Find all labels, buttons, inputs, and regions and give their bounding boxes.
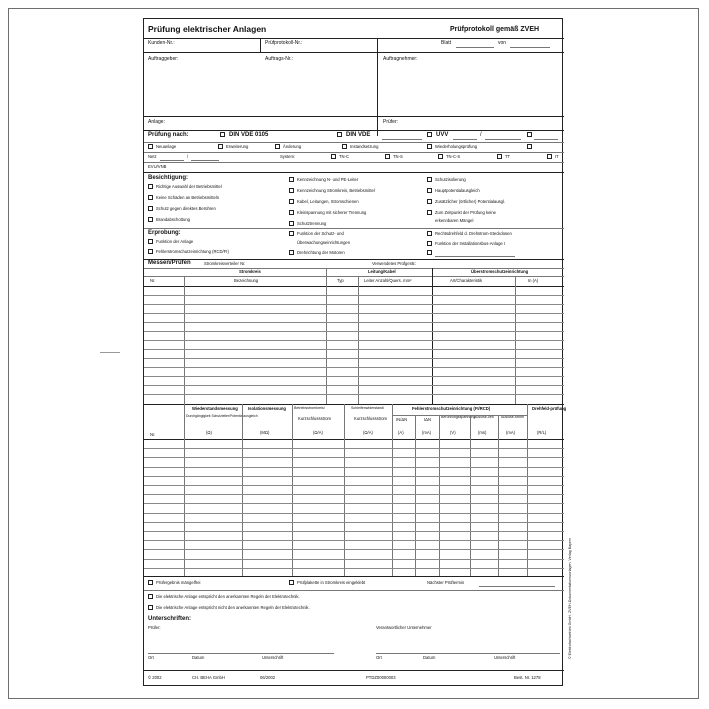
- checkbox-tt[interactable]: [497, 154, 502, 159]
- kurz2-head: Kurzschlussstrom: [354, 416, 388, 421]
- it-label: IT: [555, 154, 559, 159]
- checkbox-bes-2-1[interactable]: [289, 177, 294, 182]
- in-head: In (A): [528, 278, 539, 283]
- table-row-line: [144, 457, 564, 458]
- checkbox-instandsetzung[interactable]: [342, 144, 347, 149]
- nr2-head: Nr.: [150, 432, 156, 437]
- pruefprotokoll-nr-label: Prüfprotokoll-Nr.:: [265, 40, 303, 46]
- table-row-line: [144, 349, 564, 350]
- checkbox-erp-3-2[interactable]: [427, 241, 432, 246]
- table-row-line: [144, 540, 564, 541]
- table-row-line: [144, 295, 564, 296]
- ueberstrom-head: Überstromschutzeinrichtung: [471, 269, 529, 274]
- margin-mark: [100, 352, 120, 353]
- iso-head: Isolationsmessung: [248, 406, 286, 411]
- checkbox-din-vde[interactable]: [337, 132, 342, 137]
- erp-item: Fehlerstromschutzeinrichtung (RCD/FI): [156, 249, 229, 254]
- checkbox-bes-1-1[interactable]: [148, 184, 153, 189]
- checkbox-bes-1-3[interactable]: [148, 206, 153, 211]
- ausloese-zeit-head: Auslöse-zeit: [474, 415, 494, 419]
- bes-item: Keine Schäden an Betriebsmitteln: [156, 195, 220, 200]
- beruehr-head: Berührungsspannung: [441, 415, 476, 419]
- bes-item: Hauptpotentialausgleich: [435, 188, 480, 193]
- table-row-line: [144, 313, 564, 314]
- aenderung-label: Änderung: [283, 144, 302, 149]
- datum-label-2: Datum: [423, 655, 436, 660]
- pruefer-label: Prüfer:: [383, 119, 399, 125]
- betrieb-head: Betriebsstromkreis/: [294, 406, 325, 410]
- table-row-line: [144, 559, 564, 560]
- checkbox-bes-3-2[interactable]: [427, 188, 432, 193]
- checkbox-maengelfrei[interactable]: [148, 580, 153, 585]
- table-row-line: [144, 467, 564, 468]
- evu-label: EVU/VNB: [148, 164, 167, 169]
- checkbox-art-other[interactable]: [527, 144, 532, 149]
- erp-item: Funktion der Installationsbus-Anlage I: [435, 241, 506, 246]
- ia-head: IΔN: [424, 417, 431, 422]
- checkbox-entspricht[interactable]: [148, 594, 153, 599]
- tn-s-label: TN-S: [393, 154, 403, 159]
- checkbox-wiederholung[interactable]: [427, 144, 432, 149]
- leiter-head: Leiter Anzahl/Quers. mm²: [364, 278, 412, 283]
- checkbox-erweiterung[interactable]: [218, 144, 223, 149]
- erp-item: Funktion der Anlage: [156, 239, 194, 244]
- checkbox-entspricht-nicht[interactable]: [148, 605, 153, 610]
- slash-label: /: [480, 132, 482, 138]
- checkbox-bes-3-4[interactable]: [427, 210, 432, 215]
- table-row-line: [144, 476, 564, 477]
- checkbox-bes-2-5[interactable]: [289, 221, 294, 226]
- table-row-line: [144, 394, 564, 395]
- table-row-line: [144, 376, 564, 377]
- checkbox-erp-1-2[interactable]: [148, 249, 153, 254]
- unit-a: (A): [398, 430, 404, 435]
- footer-date: 06/2002: [260, 675, 276, 680]
- schleife-head: Schleifenwiderstand/: [351, 406, 385, 410]
- in-dn-head: IN/ΔN: [396, 417, 408, 422]
- bes-item: Kennzeichnung N- und PE-Leiter: [297, 177, 359, 182]
- table-row-line: [144, 322, 564, 323]
- table-row-line: [144, 503, 564, 504]
- durchgang-head: Durchgängigkeit Schutzleiter/Potentialausgleich: [186, 414, 258, 418]
- side-note: © Elektrofachbetrieb GmbH, ZVEH-Dokumentationsvorlagen, Verlag Bayern: [568, 537, 572, 659]
- checkbox-uvv[interactable]: [427, 132, 432, 137]
- checkbox-erp-3-1[interactable]: [427, 231, 432, 236]
- uvv-label: UVV: [436, 132, 449, 138]
- art-head: Art/Charakteristik: [450, 278, 483, 283]
- bes-item: erkennbaren Mängel: [435, 218, 474, 223]
- unit-ohm-a1: (Ω/A): [313, 430, 323, 435]
- form-title: Prüfung elektrischer Anlagen: [148, 24, 267, 34]
- bes-item: Schutzisolierung: [435, 177, 466, 182]
- erp-item: Rechtsdrehfeld d. Drehstrom-Steckdosen: [435, 231, 512, 236]
- netz-slash: /: [187, 154, 189, 159]
- checkbox-neuanlage[interactable]: [148, 144, 153, 149]
- table-row-line: [144, 531, 564, 532]
- entspricht-label: Die elektrische Anlage entspricht den anerkannten Regeln der Elektrotechnik.: [156, 594, 300, 599]
- bes-item: Brandabschottung: [156, 217, 190, 222]
- unit-ma: (mA): [422, 430, 432, 435]
- checkbox-tn-c-s[interactable]: [438, 154, 443, 159]
- stromkreis-head: Stromkreis: [239, 269, 261, 274]
- checkbox-bes-3-3[interactable]: [427, 199, 432, 204]
- bes-item: Kennzeichnung Stromkreis, Betriebsmittel: [297, 188, 375, 193]
- checkbox-erp-2-1[interactable]: [289, 231, 294, 236]
- tt-label: TT: [505, 154, 511, 159]
- bes-item: Zusätzlicher (örtlicher) Potentialausgl.: [435, 199, 506, 204]
- unit-ohm-a2: (Ω/A): [363, 430, 373, 435]
- footer-copyright: © 2002: [148, 675, 162, 680]
- bezeichnung-head: Bezeichnung: [234, 278, 259, 283]
- auftragnehmer-label: Auftragnehmer:: [383, 56, 418, 62]
- protocol-sheet: [143, 18, 572, 686]
- unit-ma2: (mA): [506, 430, 516, 435]
- unit-rl: (R/L): [537, 430, 547, 435]
- pruefgeraet-label: Verwendetes Prüfgerät:: [372, 261, 416, 266]
- unternehmer-label: Verantwortlicher Unternehmer: [376, 625, 432, 630]
- checkbox-tn-s[interactable]: [385, 154, 390, 159]
- wiederholung-label: Wiederholungsprüfung: [435, 144, 478, 149]
- system-label: System:: [280, 154, 296, 159]
- messen-label: Messen/Prüfen: [148, 260, 191, 266]
- ort-label-2: Ort: [376, 655, 382, 660]
- bes-item: Richtige Auswahl der Betriebsmittel: [156, 184, 222, 189]
- typ-head: Typ: [337, 278, 344, 283]
- unterschriften-label: Unterschriften:: [148, 616, 192, 622]
- checkbox-bes-2-2[interactable]: [289, 188, 294, 193]
- nr-head: Nr.: [150, 278, 156, 283]
- neuanlage-label: Neuanlage: [156, 144, 177, 149]
- bes-item: Schutz gegen direktes Berühren: [156, 206, 216, 211]
- table-row-line: [144, 568, 564, 569]
- unit-ms: (ms): [478, 430, 487, 435]
- unterschrift-label-2: Unterschrift: [494, 655, 516, 660]
- table-row-line: [144, 385, 564, 386]
- bes-item: Kleinspannung mit sicherer Trennung: [297, 210, 367, 215]
- checkbox-bes-3-1[interactable]: [427, 177, 432, 182]
- checkbox-it[interactable]: [547, 154, 552, 159]
- plakette-label: Prüfplakette in Stromkreis eingeklebt: [297, 580, 366, 585]
- footer-order-number: Best. Nr. 1278: [514, 675, 541, 680]
- table-row-line: [144, 494, 564, 495]
- checkbox-tn-c[interactable]: [331, 154, 336, 159]
- checkbox-other[interactable]: [527, 132, 532, 137]
- auftrags-nr-label: Auftrags-Nr.:: [265, 56, 294, 62]
- erweiterung-label: Erweiterung: [226, 144, 249, 149]
- table-row-line: [144, 340, 564, 341]
- pruefer-sign-label: Prüfer:: [148, 625, 161, 630]
- tn-c-label: TN-C: [339, 154, 350, 159]
- table-row-line: [144, 331, 564, 332]
- table-row-line: [144, 448, 564, 449]
- fi-head: Fehlerstromschutzeinrichtung (FI/RCD): [412, 406, 491, 411]
- entspricht-nicht-label: Die elektrische Anlage entspricht nicht den anerkannten Regeln der Elektrotechnik.: [156, 605, 310, 610]
- table-row-line: [144, 304, 564, 305]
- kunden-nr-label: Kunden-Nr.:: [148, 40, 175, 46]
- footer-code: PTDZ00000003: [366, 675, 396, 680]
- datum-label-1: Datum: [192, 655, 205, 660]
- pruefung-nach-label: Prüfung nach:: [148, 132, 189, 138]
- table-row-line: [144, 485, 564, 486]
- table-row-line: [144, 549, 564, 550]
- checkbox-bes-1-2[interactable]: [148, 195, 153, 200]
- tn-c-s-label: TN-C-S: [446, 154, 461, 159]
- besichtigung-label: Besichtigung:: [148, 175, 188, 181]
- din-vde-0105-label: DIN VDE 0105: [229, 132, 269, 138]
- kurz1-head: Kurzschlussstrom: [298, 416, 332, 421]
- bes-item: Kabel, Leitungen, Stromschienen: [297, 199, 359, 204]
- footer-company: CH. BEHA GmbH: [192, 675, 225, 680]
- checkbox-bes-1-4[interactable]: [148, 217, 153, 222]
- leitung-head: Leitung/Kabel: [368, 269, 396, 274]
- form-subtitle: Prüfprotokoll gemäß ZVEH: [450, 26, 540, 33]
- unit-mohm: (MΩ): [260, 430, 270, 435]
- auftraggeber-label: Auftraggeber:: [148, 56, 179, 62]
- table-row-line: [144, 522, 564, 523]
- checkbox-aenderung[interactable]: [275, 144, 280, 149]
- instandsetzung-label: Instandsetzung: [350, 144, 379, 149]
- erprobung-label: Erprobung:: [148, 230, 181, 236]
- table-row-line: [144, 367, 564, 368]
- bes-item: Zum Zeitpunkt der Prüfung keine: [435, 210, 496, 215]
- maengelfrei-label: Prüfergebnis mängelfrei: [156, 580, 201, 585]
- unterschrift-label-1: Unterschrift: [262, 655, 284, 660]
- bes-item: Schutztrennung: [297, 221, 327, 226]
- ort-label-1: Ort: [148, 655, 154, 660]
- von-label: von: [498, 40, 507, 46]
- erp-item: Funktion der Schutz- und: [297, 231, 344, 236]
- checkbox-plakette[interactable]: [289, 580, 294, 585]
- unit-ohm: (Ω): [206, 430, 212, 435]
- table-row-line: [144, 513, 564, 514]
- din-vde-label: DIN VDE: [346, 132, 371, 138]
- wiederstand-head: Wiederstandsmessung: [192, 406, 238, 411]
- drehfeld-head: Drehfeld-prüfung: [532, 406, 567, 411]
- verteiler-label: Stromkreisverteiler Nr.: [204, 261, 246, 266]
- naechster-label: Nächster Prüftermin: [427, 580, 465, 585]
- checkbox-bes-2-4[interactable]: [289, 210, 294, 215]
- checkbox-din-vde-0105[interactable]: [220, 132, 225, 137]
- checkbox-bes-2-3[interactable]: [289, 199, 294, 204]
- ausloese-strom-head: Auslöse-strom: [501, 415, 524, 419]
- checkbox-erp-2-2[interactable]: [289, 250, 294, 255]
- erp-item: Drehrichtung der Motoren: [297, 250, 345, 255]
- unit-v: (V): [450, 430, 456, 435]
- blatt-label: Blatt: [441, 40, 452, 46]
- checkbox-erp-1-1[interactable]: [148, 239, 153, 244]
- table-row-line: [144, 358, 564, 359]
- checkbox-erp-3-3[interactable]: [427, 250, 432, 255]
- erp-item: Überwachungseinrichtungen: [297, 240, 351, 245]
- netz-label: Netz: [148, 154, 157, 159]
- anlage-label: Anlage:: [148, 119, 165, 125]
